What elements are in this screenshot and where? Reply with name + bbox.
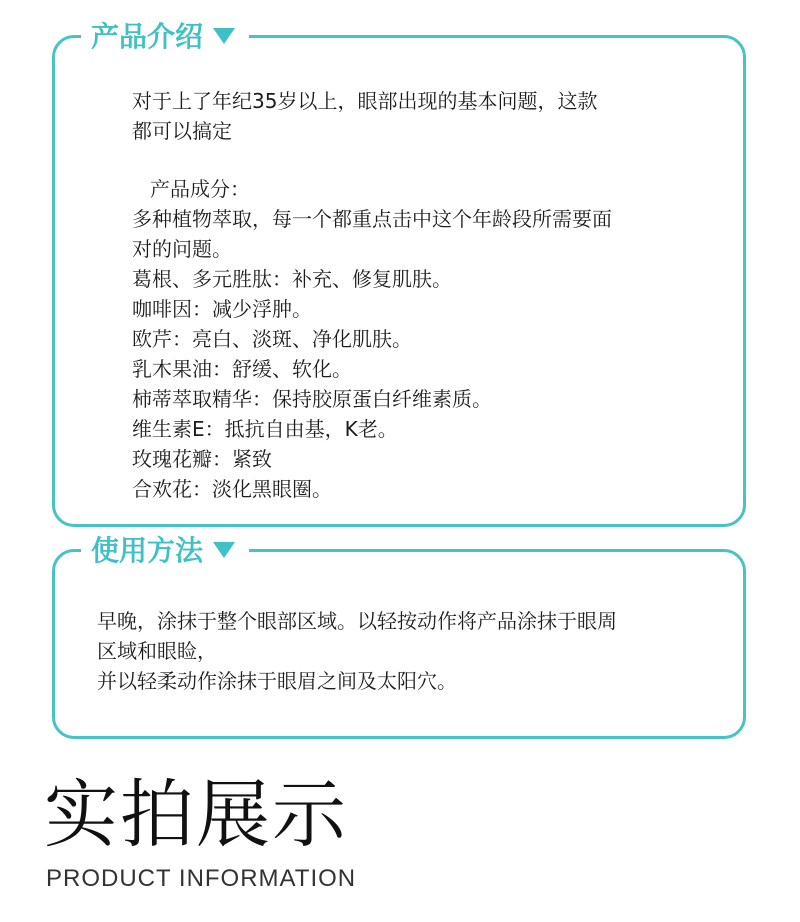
- ingredient-line: 维生素E：抵抗自由基，K老。: [132, 417, 398, 441]
- ingredient-line: 乳木果油：舒缓、软化。: [132, 357, 352, 381]
- usage-title: [81, 532, 249, 570]
- showcase-title: 实拍展示: [44, 772, 348, 858]
- ingredient-line: 咖啡因：减少浮肿。: [132, 297, 312, 321]
- product-intro-panel: [52, 20, 746, 527]
- ingredient-line: 玫瑰花瓣：紧致: [132, 447, 272, 471]
- usage-line: 区域和眼睑，: [97, 639, 217, 663]
- ingredient-line: 合欢花：淡化黑眼圈。: [132, 477, 332, 501]
- ingredient-line: 葛根、多元胜肽：补充、修复肌肤。: [132, 267, 452, 291]
- product-intro-title: [81, 18, 249, 56]
- ingredient-line: 柿蒂萃取精华：保持胶原蛋白纤维素质。: [132, 387, 492, 411]
- product-intro-body: [132, 86, 732, 504]
- ingredient-line: 多种植物萃取，每一个都重点击中这个年龄段所需要面: [132, 207, 612, 231]
- usage-line: 早晚，涂抹于整个眼部区域。以轻按动作将产品涂抹于眼周: [97, 609, 617, 633]
- ingredients-heading: 产品成分：: [150, 177, 250, 201]
- usage-title-text: 使用方法: [91, 534, 204, 567]
- triangle-down-icon: [213, 28, 235, 44]
- ingredient-line: 欧芹：亮白、淡斑、净化肌肤。: [132, 327, 412, 351]
- usage-body: [97, 606, 737, 696]
- triangle-down-icon: [213, 542, 235, 558]
- usage-panel: [52, 534, 746, 739]
- intro-lead-line: 对于上了年纪35岁以上，眼部出现的基本问题，这款: [132, 89, 598, 113]
- usage-line: 并以轻柔动作涂抹于眼眉之间及太阳穴。: [97, 669, 457, 693]
- showcase-subtitle: PRODUCT INFORMATION: [46, 865, 357, 892]
- intro-lead-line: 都可以搞定: [132, 119, 232, 143]
- product-intro-title-text: 产品介绍: [91, 20, 204, 53]
- ingredient-line: 对的问题。: [132, 237, 232, 261]
